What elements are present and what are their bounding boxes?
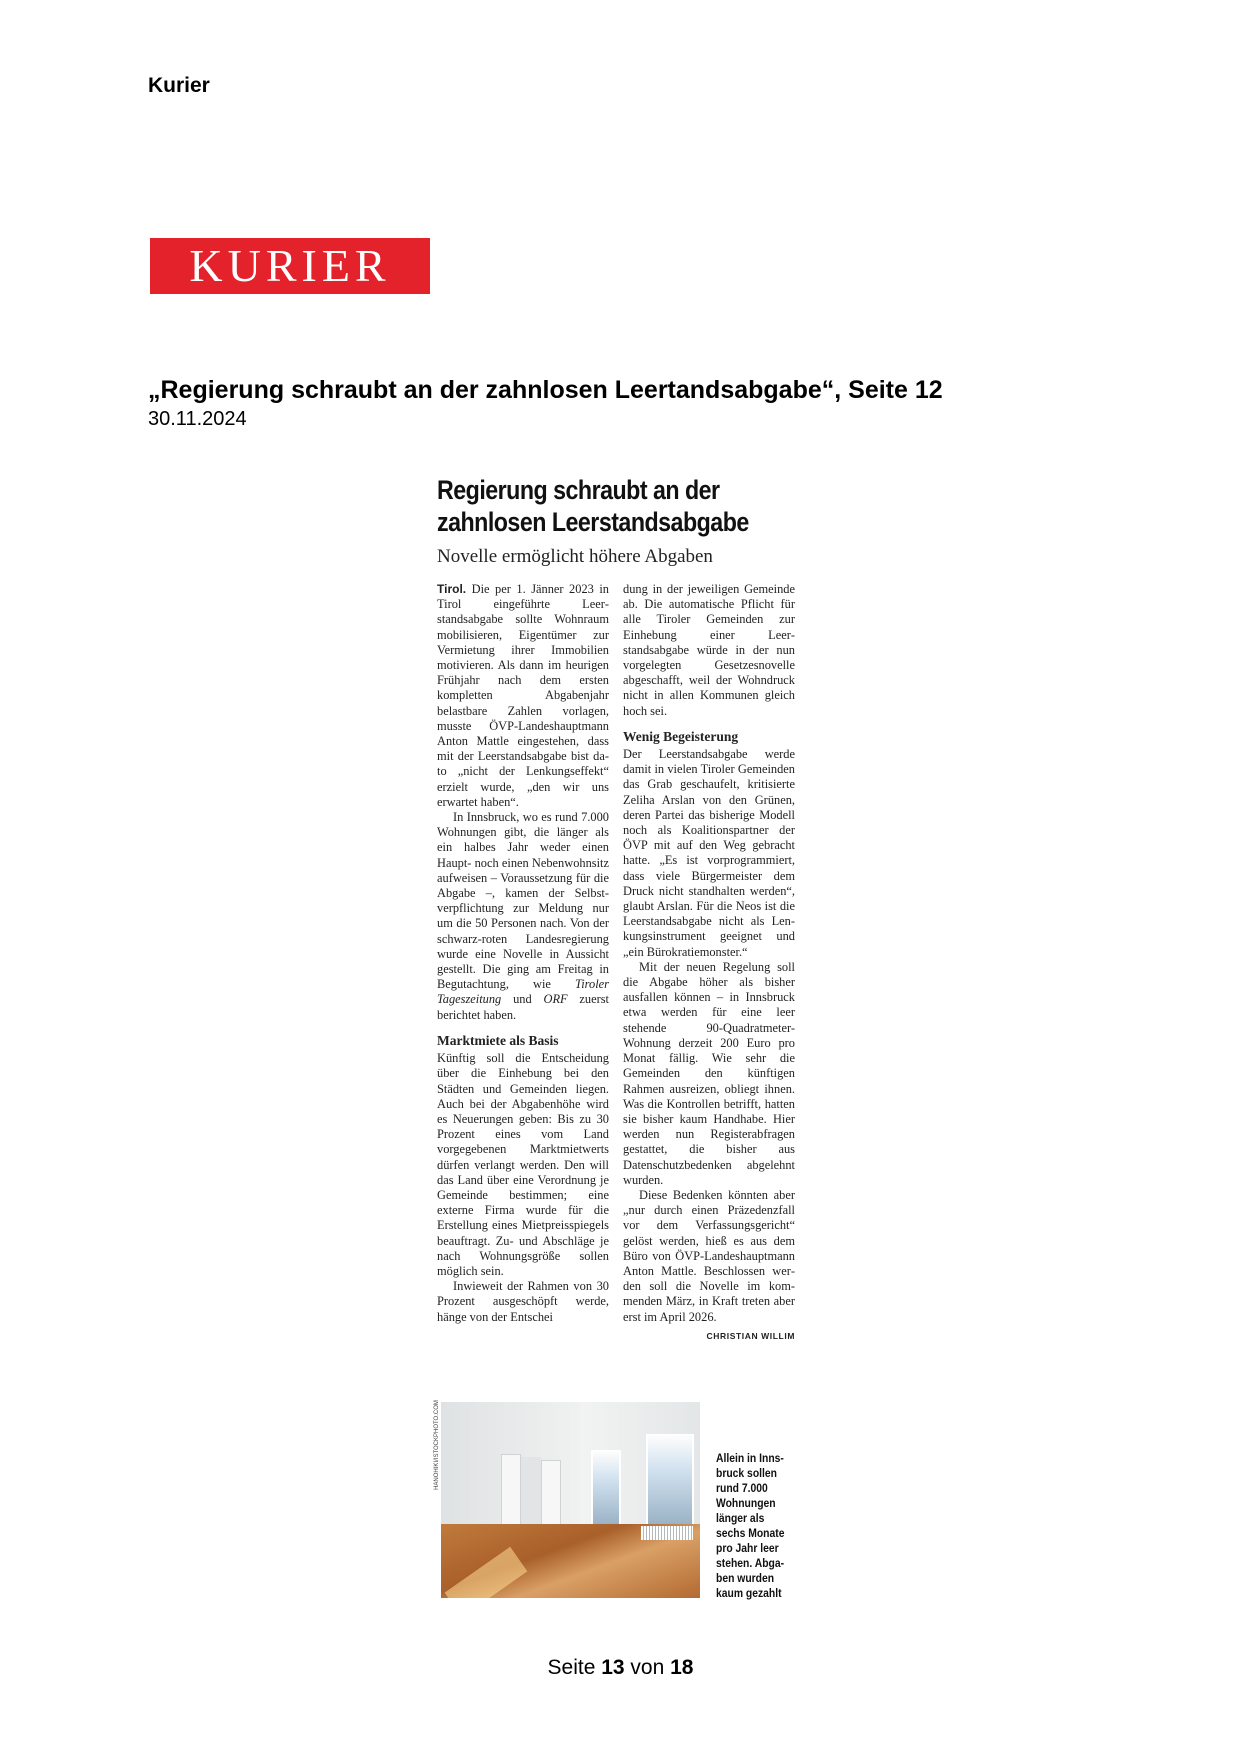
document-title: „Regierung schraubt an der zahnlosen Leertandsabgabe“, Seite 12	[148, 376, 943, 404]
headline-line-1: Regierung schraubt an der	[437, 475, 720, 505]
photo-credit: HANOHIKI/ISTOCKPHOTO.COM	[433, 1400, 440, 1490]
source-label: Kurier	[148, 74, 210, 97]
paragraph: In Innsbruck, wo es rund 7.000 Wohnungen gibt, die länger als ein halbes Jahr weder einen Haupt- noch einen Nebenwohnsitz aufweisen – Voraussetzung für die Abgabe –, kamen der Selbstverpflichtung zur Meldung nur um die 50 Personen nach. Von der schwarz-roten Landesregierung wurde eine Novelle in Aussicht gestellt. Die ging am Freitag in Begutachtung, wie Tiroler Tageszeitung und ORF zuerst berichtet haben.	[437, 810, 610, 1022]
apartment-photo	[441, 1402, 700, 1598]
article-headline	[437, 474, 798, 538]
dateline: Tirol.	[437, 582, 467, 596]
article-photo-block	[432, 1402, 702, 1598]
article-clipping	[437, 474, 795, 1341]
document-date: 30.11.2024	[148, 408, 247, 430]
page-footer: Seite 13 von 18	[547, 1656, 694, 1679]
article-column-2	[623, 582, 795, 1344]
headline-line-2: zahnlosen Leerstandsabgabe	[437, 507, 749, 537]
article-column-1	[437, 582, 609, 1344]
kurier-logo	[150, 238, 430, 294]
paragraph: Diese Bedenken könnten aber „nur durch einen Präzedenzfall vor dem Verfassungsgericht“ gelöst werden, hieß es aus dem Büro von ÖVP-Landeshauptmann Anton Mattle. Beschlossen werden soll die Novelle im kommenden März, in Kraft treten aber erst im April 2026.	[623, 1187, 795, 1324]
author-byline: CHRISTIAN WILLIM	[706, 1330, 795, 1341]
paragraph: Mit der neuen Regelung soll die Abgabe höher als bisher ausfallen können – in Innsbruck etwa werden für eine leer stehende 90-Quadratmeter-Wohnung derzeit 200 Euro pro Monat fällig. Wie sehr die Gemeinden den künftigen Rahmen ausreizen, obliegt ihnen. Was die Kontrollen betrifft, hatten sie bisher kaum Handhabe. Hier werden nun Registerabfragen gestattet, die bisher aus Datenschutzbedenken abgelehnt wurden.	[623, 959, 795, 1187]
paragraph: Tirol. Die per 1. Jänner 2023 in Tirol eingeführte Leerstandsabgabe sollte Wohnraum mobilisieren, Eigentümer zur Vermietung ihrer Immobilien motivieren. Als dann im heurigen Frühjahr nach dem ersten kompletten Abgabenjahr belastbare Zahlen vorlagen, musste ÖVP-Landeshauptmann Anton Mattle eingestehen, dass mit der Leerstandsabgabe bist dato „nicht der Lenkungseffekt“ erzielt wurde, „den wir uns erwartet haben“.	[437, 582, 609, 809]
current-page: 13	[601, 1656, 625, 1679]
logo-text: KURIER	[189, 240, 391, 291]
photo-caption: Allein in Innsbruck sollen rund 7.000 Wohnungen länger als sechs Monate pro Jahr leer stehen. Abgaben wurden kaum gezahlt	[716, 1453, 785, 1600]
paragraph: Der Leerstandsabgabe werde damit in vielen Tiroler Gemeinden das Grab geschaufelt, kritisierte Zeliha Arslan von den Grünen, deren Partei das bisherige Modell noch als Koalitionspartner der ÖVP mit auf den Weg gebracht hatte. „Es ist vorprogrammiert, dass viele Bürgermeister dem Druck nicht standhalten werden“, glaubt Arslan. Für die Neos ist die Leerstandsabgabe nicht als Lenkungsinstrument geeignet und „ein Bürokratiemonster.“	[623, 747, 795, 959]
article-subhead: Novelle ermöglicht höhere Abgaben	[437, 546, 713, 567]
paragraph: dung in der jeweiligen Gemeinde ab. Die automatische Pflicht für alle Tiroler Gemeinden zur Einhebung einer Leerstandsabgabe würde in der nun vorgelegten Gesetzesnovelle abgeschafft, weil der Wohndruck nicht in allen Kommunen gleich hoch sei.	[623, 582, 795, 718]
paragraph: Künftig soll die Entscheidung über die Einhebung bei den Städten und Gemeinden liegen. Auch bei der Abgabenhöhe wird es Neuerungen geben: Bis zu 30 Prozent eines vom Land vorgegebenen Marktmietwerts dürfen verlangt werden. Den will das Land über eine Verordnung je Gemeinde bestimmen; eine externe Firma wurde für die Erstellung eines Mietpreisspiegels beauftragt. Zu- und Abschläge je nach Wohnungsgröße sollen möglich sein.	[437, 1051, 609, 1278]
subheading: Marktmiete als Basis	[437, 1032, 559, 1048]
article-body	[437, 582, 795, 1344]
paragraph: Inwieweit der Rahmen von 30 Prozent ausgeschöpft werde, hänge von der Entschei	[437, 1279, 609, 1324]
total-pages: 18	[670, 1656, 694, 1679]
subheading: Wenig Begeisterung	[623, 728, 739, 744]
